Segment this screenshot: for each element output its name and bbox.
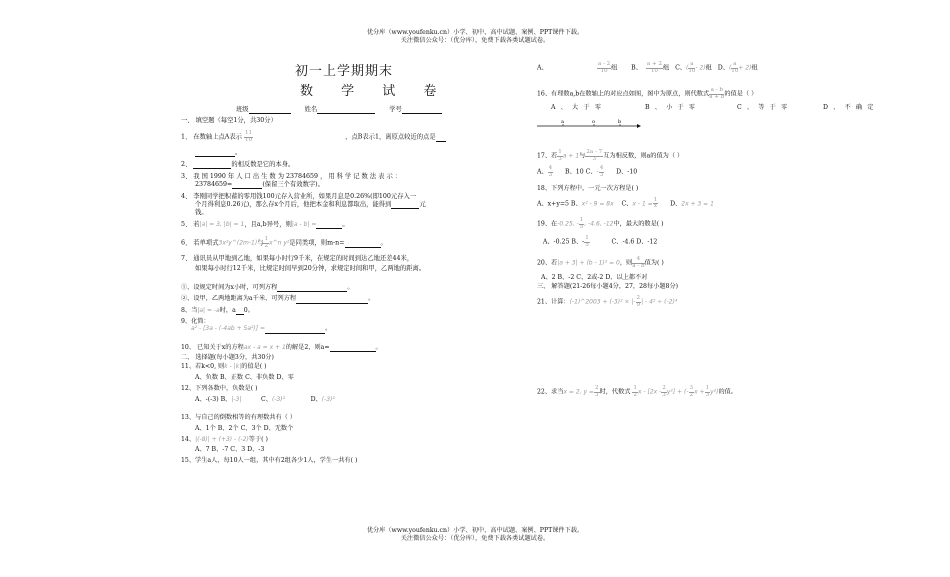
- q19-text: 19、在: [537, 220, 558, 228]
- footer-line-1: 优分库（www.youfenku.cn）小学、初中、高中试题、案例、PPT课件下载。: [366, 527, 584, 534]
- q1-blank[interactable]: [436, 134, 446, 142]
- q7-sub1-blank[interactable]: [277, 284, 347, 292]
- question-22: [537, 386, 882, 398]
- q21-math: (-1)^2003 + (-3)² × |-: [569, 298, 636, 306]
- q22-fraction-4: $\frac{3}{2}$: [689, 385, 694, 399]
- section3-heading: 三、 解答题(21-26每小题4分，27，28每小题8分): [537, 282, 679, 290]
- q17-fraction-2: $\frac{2a - 7}{3}$: [586, 149, 603, 162]
- question-5: [181, 221, 531, 229]
- q19-text-b: 中，最大的数是( ): [613, 220, 664, 228]
- q17-text-c: 互为相反数，则a的值为（ ）: [603, 152, 684, 160]
- q3-text: 3、 我 国 1990 年 人 口 出 生 数 为 23784659 ， 用 科 学 记 数 法 表 示 ：: [181, 173, 402, 181]
- q5-text-b: ，且a,b异号，则: [244, 220, 292, 228]
- q22-text-c: 的值。: [718, 389, 737, 397]
- number-line-label-b: b: [618, 119, 622, 126]
- q18-option-a: A、x+y=5 B、: [537, 200, 582, 208]
- header-line-1: 优分库（www.youfenku.cn）小学、初中、高中试题、案例、PPT课件下载。: [366, 29, 584, 36]
- question-2: 2、 的相反数是它的本身。: [181, 161, 295, 169]
- q22-fraction-3: $\frac{2}{3}$: [662, 385, 666, 399]
- q16-option-c: C 、 等 于 零: [737, 104, 789, 112]
- question-21: [537, 296, 882, 308]
- q15-option-b: B、: [631, 64, 642, 72]
- question-7-sub-2: ②、设甲，乙两地距离为a千米，可列方程 。: [181, 295, 375, 303]
- q1-text: 1、 在数轴上点A表示: [181, 134, 242, 142]
- q6-fraction: $\frac{1}{2}$: [264, 235, 269, 249]
- q7-sub2-text: ②、设甲，乙两地距离为a千米，可列方程: [181, 295, 297, 303]
- q8-math: |a| = -a: [197, 306, 220, 314]
- question-4: [181, 193, 531, 200]
- question-18-options: [537, 198, 882, 210]
- q9-math: a² - [3a - (-4ab + 5a²)] =: [191, 325, 266, 333]
- q18-option-d: D、: [670, 200, 682, 208]
- q6-math: 3x²y^(2m-1): [218, 239, 258, 247]
- q5-text: 5、 若: [181, 220, 200, 228]
- q22-fraction-2: $\frac{1}{2}$: [633, 385, 637, 399]
- number-label: 学号: [389, 106, 402, 113]
- q12-option-b-math: |-3|: [231, 396, 242, 404]
- exam-subtitle: 数 学 试 卷: [300, 84, 449, 99]
- q2-text: 的相反数是它的本身。: [231, 161, 295, 169]
- question-20-options: A、2 B、-2 C、2或-2 D、以上都不对: [541, 273, 648, 281]
- question-10: [181, 344, 531, 352]
- q16-option-a: A 、 大 于 零: [551, 104, 603, 112]
- q17-text: 17、若: [537, 152, 558, 160]
- q18-d-math: 2x + 3 = 1: [681, 200, 714, 208]
- q19-fraction: $\frac{1}{5}$: [579, 217, 584, 230]
- number-line-label-a: a: [561, 119, 564, 126]
- q17-c-sign: -: [596, 168, 599, 176]
- q10-math: ax - a = x + 1: [243, 343, 286, 351]
- question-17: [537, 150, 882, 162]
- question-16-options: [537, 104, 882, 114]
- q19-math: -0.25, -: [557, 220, 579, 228]
- question-12-options: [195, 396, 531, 403]
- q1-fraction: $\frac{11}{10}$: [244, 130, 253, 144]
- q22-math-4: x +: [694, 389, 705, 397]
- q17-option-b: B、10 C、: [565, 168, 597, 176]
- q21-text: 21、计算：: [537, 298, 570, 306]
- q19-options-ab: A、-0.25 B、-: [542, 238, 585, 246]
- left-column: 一、 填空题（每空1分，共30分） 1、 在数轴上点A表示 $\frac{11}{10}$ ，点B表示1，离原点较近的点是 。 2、 的相反数是它的本身。 3、 我 国 1990 年 人 口 出 生 数 为 23784659 ， 用 科 学 记 数 法 表 示 ： 23784659≈ (保留三个有效数字)。 4、 李刚同学把积蓄的零用钱100元存入营业所，如果月息是0.26%(即100元存入一 个月得利息0.26元)，那么存x个月后，他把本金和利息都取出，能得到 元 钱。 5、 若|a| = 3, |b| = 1，且a,b异号，则|a - b| = 。 6、 若单项式3x²y^(2m-1)与 $\frac{1}{2}$ x^n y²是同类项，则m-n= 。 7、 通讯员从甲地到乙地，如果每小时行9千米，在规定的时间到达乙地还差44米， 如果每小时行12千米，比规定时间早到20分钟，求规定时间和甲，乙两地的距离。 ①、设规定时间为x小时，可列方程 。 ②、设甲，乙两地距离为a千米，可列方程 。 8、当|a| = -a时，a 0。 9、化简： a² - [3a - (-4ab + 5a²)] = 。 10、 已知关于x的方程ax - a = x + 1的解是2，则a= 。 二、 选择题(每小题3分，共30分) 11、若k<0, 则k - |k|的值是( ) A、负数 B、正数 C、非负数 D、零 12、下列各数中，负数是( ) A、-(-3) B、|-3| C、(-3)² D、(-3)³ 13、与自己的倒数相等的有理数共有（ ） A、1个 B、2个 C、3个 D、无数个 14、|(-8)| + (+3) - (-2)等于( ) A、7 B、-7 C、3 D、-3 15、学生a人，每10人一组，其中有2组各少1人，学生一共有( ): [181, 117, 531, 464]
- q15-option-c: C、: [675, 64, 686, 72]
- question-4c: 钱。: [195, 209, 208, 217]
- q4-text-c: 元: [419, 200, 426, 208]
- q15-a-fraction: $\frac{a - 2}{10}$: [597, 61, 611, 74]
- name-field[interactable]: [317, 106, 375, 114]
- q10-text: 10、 已知关于x的方程: [181, 343, 244, 351]
- q9-text: 9、化简：: [181, 317, 210, 325]
- question-14: [181, 436, 531, 443]
- q15-option-c-unit: 组: [705, 64, 712, 72]
- q9-blank[interactable]: [265, 325, 325, 333]
- q8-text-b: 时，a: [219, 306, 236, 314]
- q15-c-fraction: $\frac{a}{10}$: [688, 61, 696, 74]
- question-16: [537, 88, 882, 100]
- q5-math: |a| = 3, |b| = 1: [199, 220, 245, 228]
- q5-math-2: |a - b| =: [291, 220, 317, 228]
- q22-fraction-5: $\frac{1}{3}$: [705, 385, 710, 399]
- q17-text-b: 与: [579, 152, 586, 160]
- q2-blank[interactable]: [193, 161, 231, 169]
- question-3: [181, 173, 531, 180]
- q22-math-3: y²] + (-: [666, 389, 689, 397]
- q17-option-d: D、-10: [616, 168, 638, 176]
- q10-blank[interactable]: [330, 344, 376, 352]
- q12-option-d: D、: [310, 396, 322, 404]
- q15-option-d-unit: 组: [751, 64, 758, 72]
- q10-text-b: 的解是2，则a=: [285, 343, 330, 351]
- q3-text-c: (保留三个有效数字)。: [262, 180, 324, 188]
- q14-text: 14、: [181, 436, 196, 444]
- q12-option-c-math: (-3)²: [271, 396, 286, 404]
- number-line-label-o: o: [592, 119, 596, 126]
- q1-text-b: ，点B表示1，离原点较近的点是: [345, 134, 436, 142]
- class-label: 班级: [236, 106, 249, 113]
- q22-fraction: $\frac{2}{3}$: [594, 385, 599, 399]
- q6-blank[interactable]: [345, 240, 381, 248]
- q15-d-fraction: $\frac{a}{10}$: [731, 61, 739, 74]
- right-column: [537, 62, 882, 399]
- number-line-figure: [537, 118, 657, 132]
- q15-option-b-unit: 组: [662, 64, 670, 72]
- q20-text-c: 值为( ): [644, 260, 664, 268]
- q12-option-c: C、: [261, 396, 272, 404]
- question-11-options: A、负数 B、正数 C、非负数 D、零: [195, 373, 294, 381]
- q6-text-c: 是同类项，则m-n=: [289, 239, 345, 247]
- name-label: 姓名: [304, 106, 318, 113]
- q1-blank-2[interactable]: [195, 149, 235, 157]
- exam-title: 初一上学期期末: [295, 64, 394, 79]
- question-11: [181, 363, 531, 370]
- q17-c-fraction: $\frac{4}{3}$: [599, 165, 604, 178]
- question-20: [537, 257, 882, 269]
- q14-text-b: 等于( ): [248, 436, 268, 444]
- q19-options-cd: C、-4.6 D、-12: [611, 238, 658, 246]
- question-9b: a² - [3a - (-4ab + 5a²)] = 。: [191, 325, 332, 333]
- q3-text-b: 23784659≈: [195, 180, 233, 188]
- question-6: [181, 237, 531, 249]
- q17-fraction-1: $\frac{1}{3}$: [558, 149, 562, 162]
- question-17-options: [537, 166, 882, 178]
- question-7b: 如果每小时行12千米，比规定时间早到20分钟，求规定时间和甲，乙两地的距离。: [195, 264, 426, 272]
- q18-c-fraction: $\frac{1}{x}$: [653, 196, 658, 210]
- q15-d-tail: + 2): [738, 64, 752, 72]
- q15-option-a: A、: [537, 64, 548, 72]
- number-field[interactable]: [402, 106, 442, 114]
- q10-text-c: 。: [375, 343, 382, 351]
- question-14-options: A、7 B、-7 C、3 D、-3: [195, 446, 265, 454]
- q22-math: x = 2, y =: [563, 389, 594, 397]
- q18-option-c: C、: [621, 200, 633, 208]
- q4-text: 4、 李刚同学把积蓄的零用钱100元存入营业所，如果月息是0.26%(即100元存入一: [181, 193, 417, 201]
- q22-math-2: x - [2x -: [637, 389, 662, 397]
- class-field[interactable]: [249, 106, 291, 114]
- q20-text-b: ，则: [619, 260, 633, 268]
- q17-option-a: A、: [537, 168, 548, 176]
- q7-sub1-text: ①、设规定时间为x小时，可列方程: [181, 284, 278, 292]
- q22-text: 22、求当: [537, 389, 564, 397]
- q21-math-2: | - 4² ÷ (-2)⁴: [641, 298, 678, 306]
- question-15-options: A、 $\frac{a - 2}{10}$ 组 B、 $\frac{a + 2}{10}$ 组 C、( $\frac{a}{10}$ - 2)组 D、( $\frac{a}{10}$ + 2)组: [537, 61, 758, 74]
- q15-c-tail: - 2): [695, 64, 706, 72]
- question-13: 13、与自己的倒数相等的有理数共有（ ）: [181, 414, 297, 422]
- q11-math: k - |k|: [224, 363, 242, 371]
- section2-heading: 二、 选择题(每小题3分，共30分): [181, 353, 274, 361]
- q22-math-5: y²): [710, 389, 719, 397]
- q18-b-math: x² - 9 = 8x: [581, 200, 614, 208]
- q17-math: a + 1: [562, 152, 580, 160]
- q5-blank[interactable]: [316, 221, 342, 229]
- q19-b-fraction: $\frac{1}{5}$: [585, 235, 589, 248]
- question-15: 15、学生a人，每10人一组，其中有2组各少1人，学生一共有( ): [181, 456, 358, 464]
- question-3b: [195, 181, 531, 189]
- question-8: [181, 307, 531, 315]
- q18-c-math: x - 1 =: [632, 200, 653, 208]
- question-1: [181, 131, 531, 143]
- q16-option-b: B 、 小 于 零: [645, 104, 697, 112]
- q20-text: 20、若: [537, 260, 558, 268]
- q8-blank[interactable]: [236, 307, 244, 315]
- q16-text: 16、有理数a,b在数轴上的对应点如图，图中为原点，则代数式: [537, 90, 710, 98]
- q6-math-2: x^n y²: [269, 239, 290, 247]
- q19-math-2: , -4.6, -12: [584, 220, 614, 228]
- q14-math: |(-8)| + (+3) - (-2): [195, 436, 249, 444]
- question-12: 12、下列各数中，负数是( ): [181, 384, 258, 392]
- q8-text: 8、当: [181, 306, 198, 314]
- q16-fraction: $\frac{a - b}{a + b}$: [709, 87, 725, 100]
- q16-text-b: 的值是（ ）: [724, 90, 758, 98]
- question-4b: [195, 201, 531, 209]
- q4-blank[interactable]: [391, 201, 419, 209]
- q5-text-c: 。: [342, 220, 349, 228]
- number-line-arrow: [637, 124, 641, 128]
- q6-text: 6、 若单项式: [181, 239, 219, 247]
- section1-heading: 一、 填空题（每空1分，共30分）: [181, 117, 277, 124]
- q6-text-d: 。: [380, 239, 387, 247]
- q12-option-a: A、-(-3) B、: [195, 396, 232, 404]
- q7-sub2-blank[interactable]: [296, 295, 368, 303]
- q15-option-a-unit: 组: [611, 64, 618, 72]
- q20-fraction: $\frac{4}{a - b}$: [632, 256, 645, 270]
- q21-fraction: $\frac{2}{9}$: [636, 295, 641, 308]
- header-line-2: 关注微信公众号：（优分库），免费下载各类试题试卷。: [400, 37, 550, 44]
- q6-text-b: 与: [257, 239, 264, 247]
- q15-option-d: D、: [717, 64, 729, 72]
- q22-text-b: 时，代数式: [599, 389, 631, 397]
- q3-blank[interactable]: [232, 181, 262, 189]
- question-9: [181, 318, 531, 325]
- q11-text: 11、若k<0, 则: [181, 363, 225, 371]
- q11-text-b: 的值是( ): [241, 363, 267, 371]
- q15-b-fraction: $\frac{a + 2}{10}$: [646, 61, 662, 74]
- q17-a-fraction: $\frac{4}{3}$: [548, 165, 553, 178]
- q8-text-c: 0。: [243, 306, 254, 314]
- student-info: [236, 106, 442, 114]
- q12-option-d-math: (-3)³: [321, 396, 335, 404]
- question-13-options: A、1个 B、2个 C、3个 D、无数个: [195, 424, 294, 432]
- footer-line-2: 关注微信公众号：（优分库），免费下载各类试题试卷。: [400, 535, 550, 542]
- question-18: 18、下列方程中，一元一次方程是( ): [537, 184, 639, 192]
- q20-math: |a + 3| + (b - 1)² = 0: [557, 260, 620, 268]
- q16-option-d: D 、 不 确 定: [823, 104, 875, 112]
- question-7-sub-1: ①、设规定时间为x小时，可列方程 。: [181, 284, 354, 292]
- question-19: [537, 218, 882, 230]
- question-7: 7、 通讯员从甲地到乙地，如果每小时行9千米，在规定的时间到达乙地还差44米，: [181, 255, 414, 263]
- q4-text-b: 个月得利息0.26元)，那么存x个月后，他把本金和利息都取出，能得到: [195, 200, 392, 208]
- question-19-options: [537, 236, 882, 248]
